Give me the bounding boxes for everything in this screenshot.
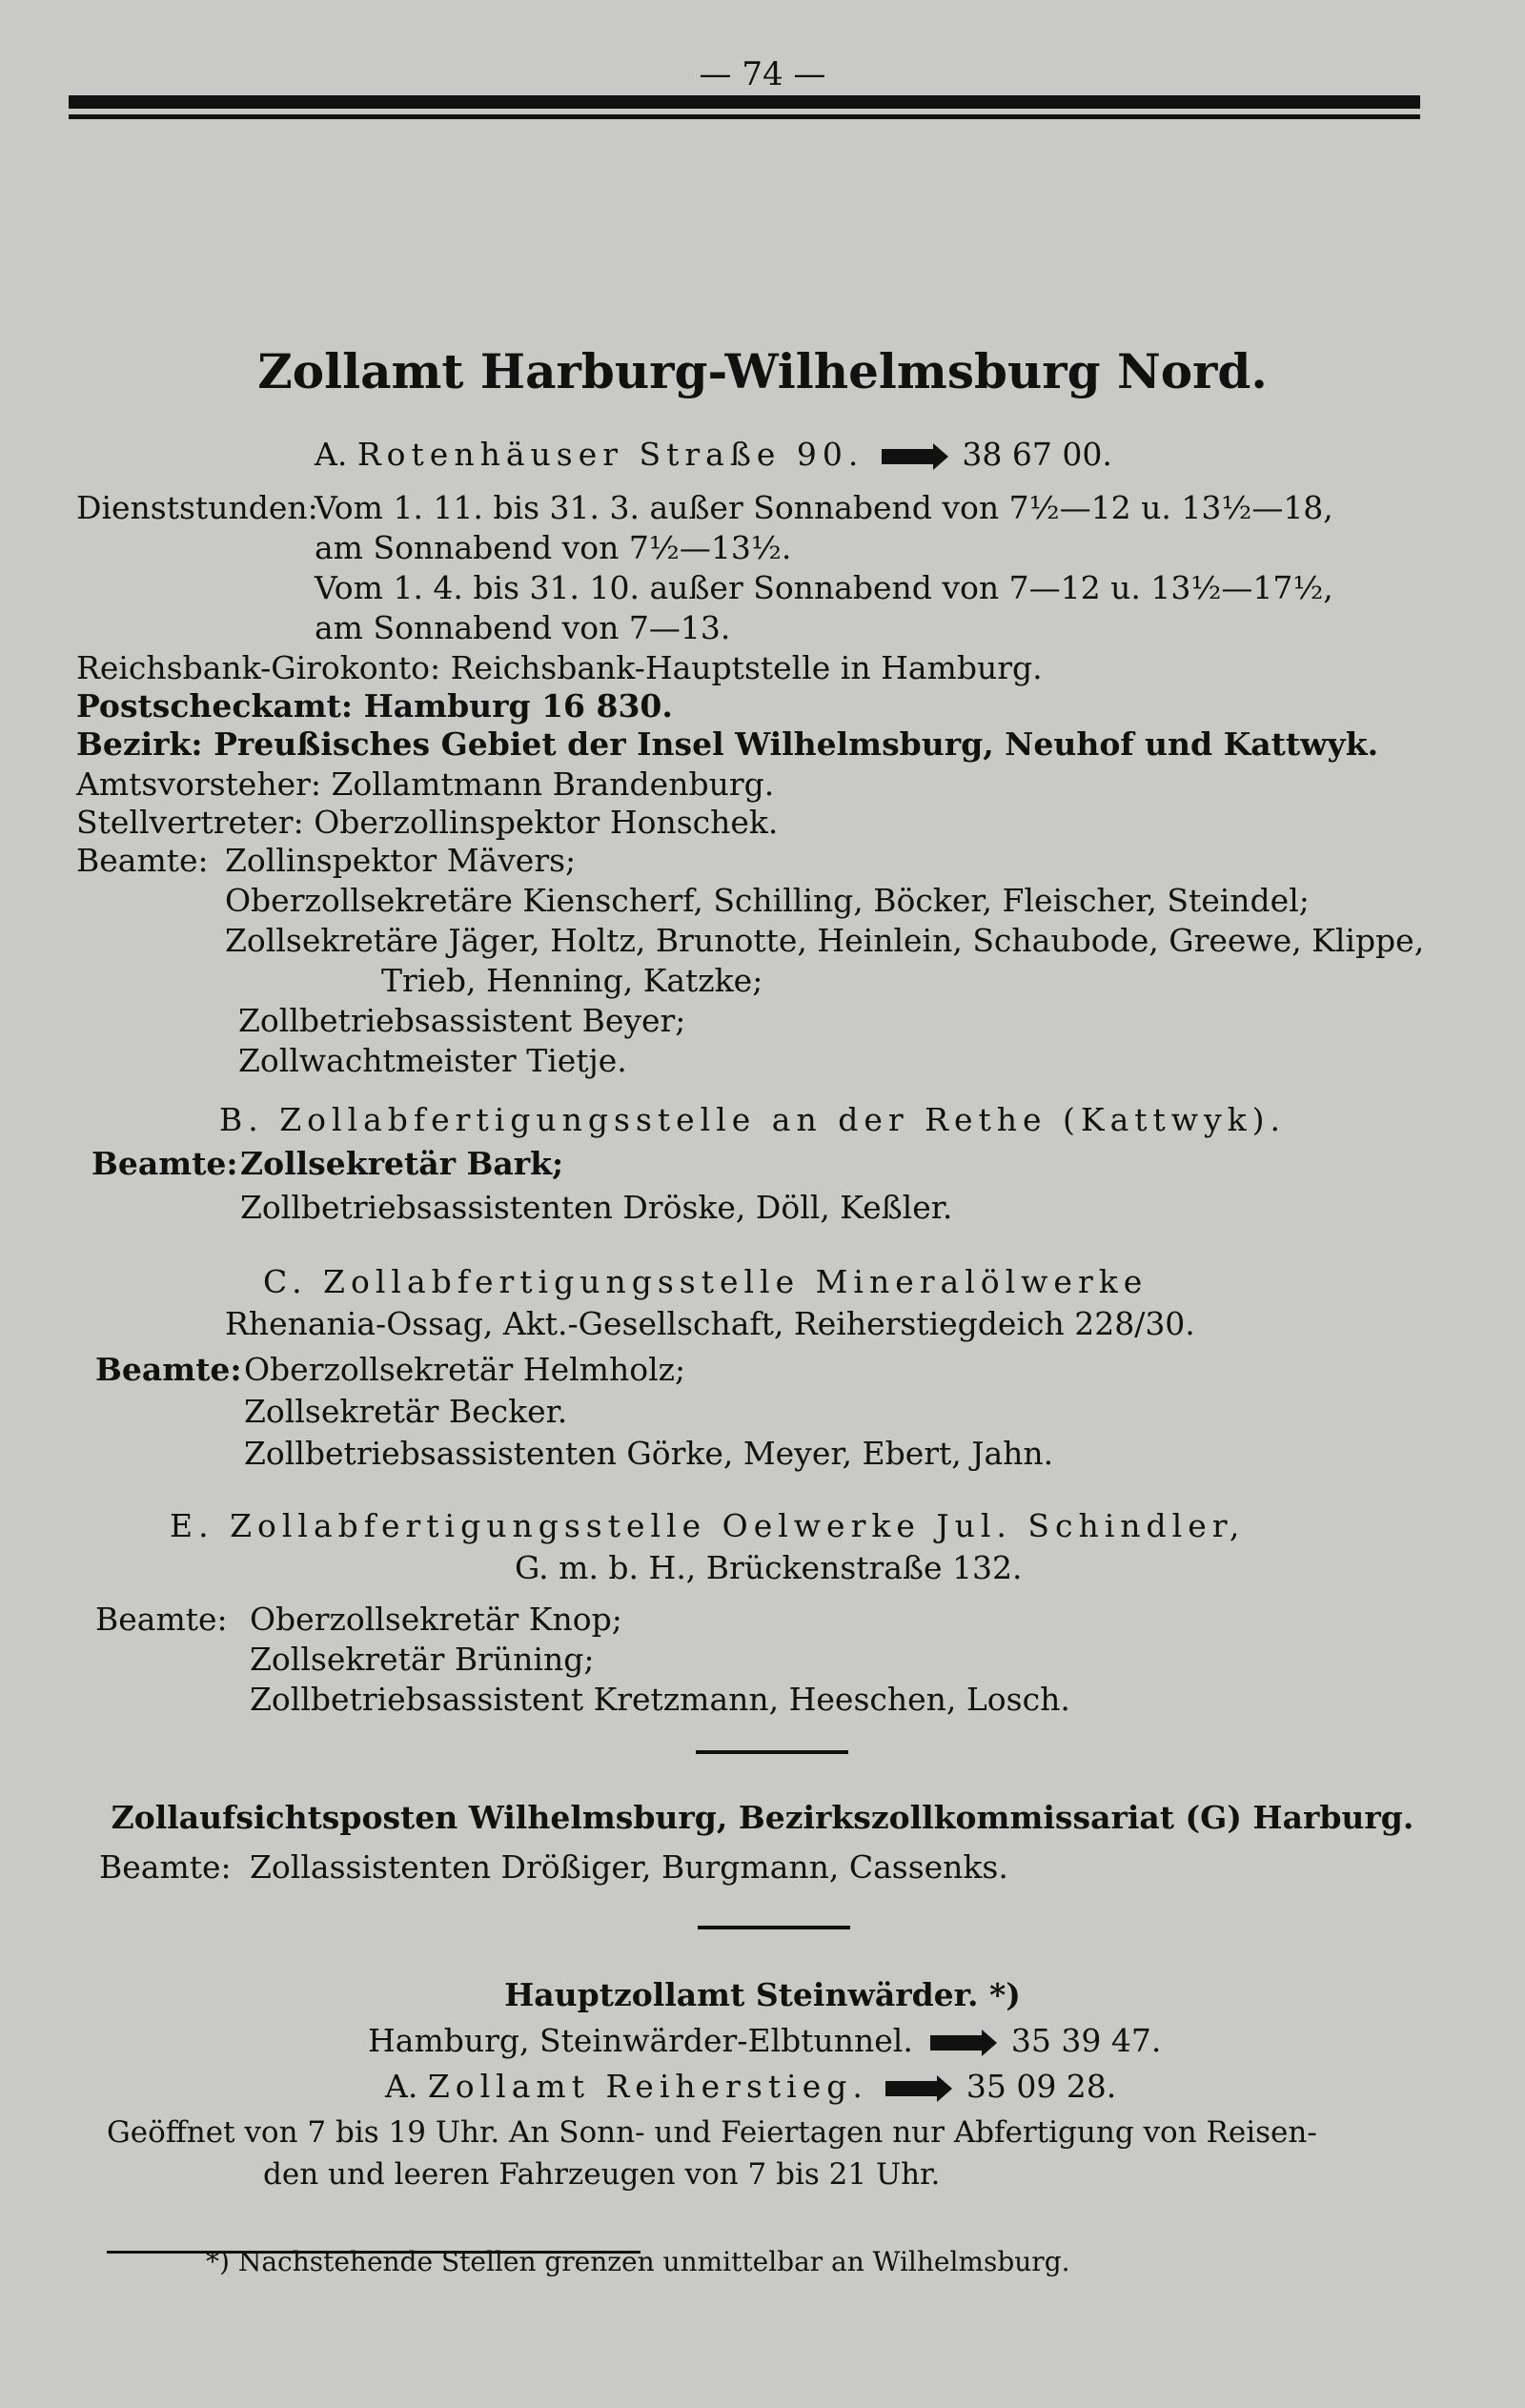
section-c-title-line2: Rhenania-Ossag, Akt.-Gesellschaft, Reiherstiegdeich 228/30. (225, 1305, 1195, 1342)
address: Hamburg, Steinwärder-Elbtunnel. (368, 2022, 913, 2059)
staff-line: Oberzollsekretäre Kienscherf, Schilling, Böcker, Fleischer, Steindel; (225, 882, 1310, 919)
section-b-title: B. Zollabfertigungsstelle an der Rethe (Kattwyk). (219, 1101, 1287, 1138)
hours-line: am Sonnabend von 7½—13½. (315, 529, 792, 566)
staff-line: Oberzollsekretär Knop; (250, 1601, 622, 1638)
section-title: Zollaufsichtsposten Wilhelmsburg, Bezirkszollkommissariat (G) Harburg. (111, 1799, 1414, 1836)
staff-line: Zollinspektor Mävers; (225, 842, 577, 879)
address-line (368, 2022, 1162, 2059)
hours-line: Vom 1. 4. bis 31. 10. außer Sonnabend von 7—12 u. 13½—17½, (315, 569, 1333, 606)
staff-line: Zollsekretäre Jäger, Holtz, Brunotte, Heinlein, Schaubode, Greewe, Klippe, (225, 922, 1425, 959)
staff-line: Trieb, Henning, Katzke; (381, 962, 763, 999)
page-number: — 74 — (699, 55, 826, 93)
staff-line: Zollsekretär Brüning; (250, 1641, 595, 1678)
section-c-title: C. Zollabfertigungsstelle Mineralölwerke (263, 1263, 1149, 1300)
beamte-label: Beamte: (95, 1601, 228, 1638)
bezirk-line: Bezirk: Preußisches Gebiet der Insel Wilhelmsburg, Neuhof und Kattwyk. (76, 725, 1379, 763)
section-title: Zollamt Harburg-Wilhelmsburg Nord. (257, 343, 1268, 399)
beamte-label: Beamte: (76, 842, 209, 879)
sub-office-prefix: A. (385, 2068, 418, 2105)
postscheck-line: Postscheckamt: Hamburg 16 830. (76, 687, 673, 724)
address: Rotenhäuser Straße 90. (356, 436, 864, 473)
staff-line: Zollbetriebsassistent Beyer; (238, 1002, 686, 1039)
opening-hours-line: den und leeren Fahrzeugen von 7 bis 21 Uhr. (263, 2157, 941, 2192)
hours-line: am Sonnabend von 7—13. (315, 609, 731, 646)
footnote: *) Nachstehende Stellen grenzen unmittelbar an Wilhelmsburg. (206, 2246, 1070, 2277)
phone-number: 35 39 47. (1010, 2022, 1162, 2059)
staff-line: Zollassistenten Drößiger, Burgmann, Cassenks. (250, 1848, 1008, 1886)
beamte-label: Beamte: (99, 1848, 232, 1886)
header-rule (69, 95, 1420, 109)
beamte-label: Beamte: (92, 1145, 238, 1182)
staff-line: Zollsekretär Becker. (244, 1393, 568, 1430)
sub-office-title: Zollamt Reiherstieg. (427, 2068, 868, 2105)
staff-line: Zollbetriebsassistenten Görke, Meyer, Ebert, Jahn. (244, 1435, 1054, 1472)
telephone-icon (882, 449, 935, 464)
phone-number: 35 09 28. (966, 2068, 1117, 2105)
reichsbank-line: Reichsbank-Girokonto: Reichsbank-Hauptstelle in Hamburg. (76, 649, 1043, 686)
telephone-icon (930, 2035, 984, 2051)
header-rule-thin (69, 114, 1420, 119)
staff-line: Zollwachtmeister Tietje. (238, 1042, 627, 1079)
hours-line: Vom 1. 11. bis 31. 3. außer Sonnabend von 7½—12 u. 13½—18, (315, 489, 1333, 526)
hours-label: Dienststunden: (76, 489, 318, 526)
staff-line: Oberzollsekretär Helmholz; (244, 1351, 686, 1388)
phone-number: 38 67 00. (962, 436, 1112, 473)
section-divider (696, 1750, 848, 1754)
stellvertreter-line: Stellvertreter: Oberzollinspektor Honschek. (76, 804, 779, 841)
sub-office-line (385, 2068, 1117, 2105)
staff-line: Zollbetriebsassistenten Dröske, Döll, Keßler. (240, 1189, 953, 1226)
address-prefix: A. (315, 436, 348, 473)
opening-hours-line: Geöffnet von 7 bis 19 Uhr. An Sonn- und Feiertagen nur Abfertigung von Reisen- (107, 2115, 1317, 2150)
section-e-title: E. Zollabfertigungsstelle Oelwerke Jul. Schindler, (170, 1507, 1246, 1544)
amtsvorsteher-line: Amtsvorsteher: Zollamtmann Brandenburg. (76, 765, 775, 803)
telephone-icon (885, 2081, 939, 2096)
section-divider (698, 1926, 850, 1929)
section-title: Hauptzollamt Steinwärder. *) (504, 1976, 1021, 2013)
section-e-title-line2: G. m. b. H., Brückenstraße 132. (515, 1549, 1023, 1586)
staff-line: Zollbetriebsassistent Kretzmann, Heeschen, Losch. (250, 1681, 1070, 1718)
staff-line: Zollsekretär Bark; (240, 1145, 564, 1182)
beamte-label: Beamte: (95, 1351, 242, 1388)
address-line (315, 436, 1112, 473)
